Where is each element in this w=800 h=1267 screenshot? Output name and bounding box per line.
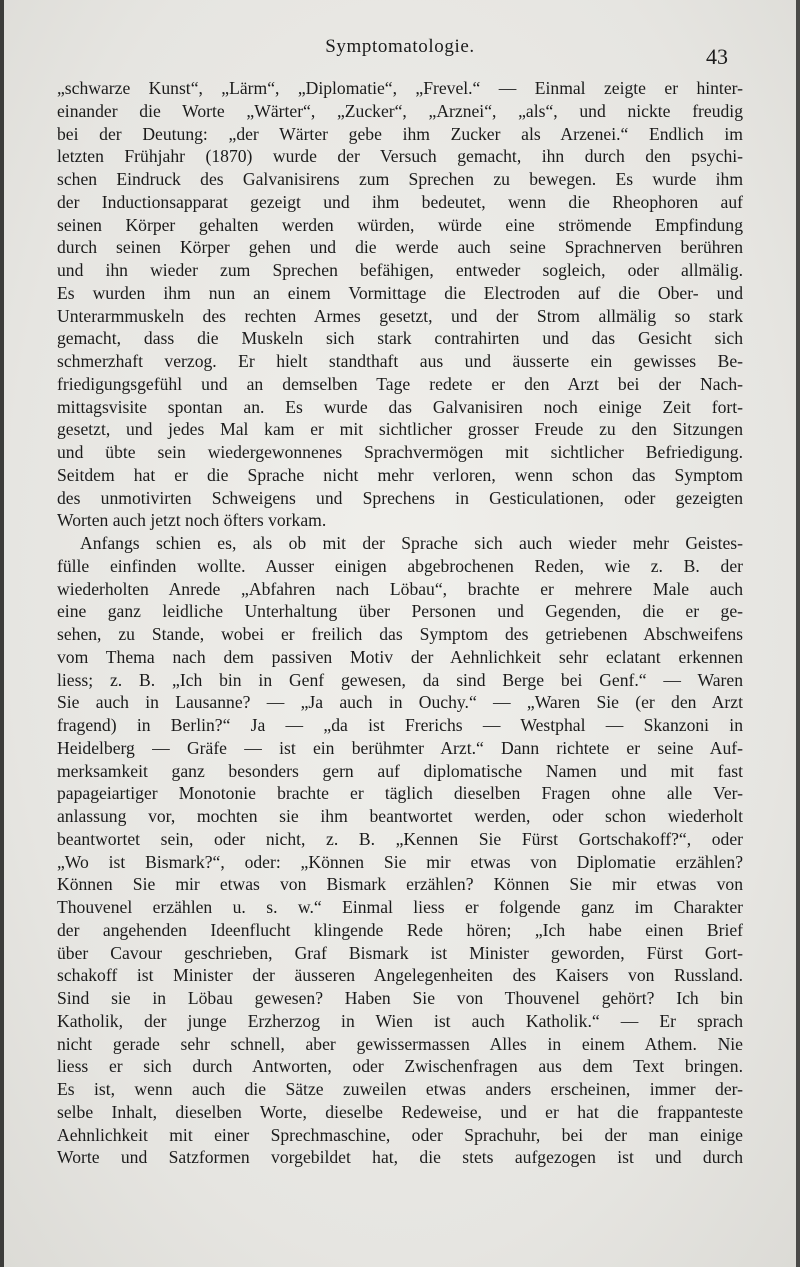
running-head — [4, 36, 796, 69]
text-body — [57, 77, 743, 1169]
text-line: „schwarze Kunst“, „Lärm“, „Diplomatie“, „Frevel.“ — Einmal zeigte er hinter- — [57, 78, 743, 98]
text-line: liess; z. B. „Ich bin in Genf gewesen, da sind Berge bei Genf.“ — Waren — [57, 669, 743, 690]
text-line: nicht gerade sehr schnell, aber gewissermassen Alles in einem Athem. Nie — [57, 1033, 743, 1054]
text-line: liess er sich durch Antworten, oder Zwischenfragen aus dem Text bringen. — [57, 1056, 743, 1077]
text-line: letzten Frühjahr (1870) wurde der Versuch gemacht, ihn durch den psychi- — [57, 146, 743, 167]
text-line: eine ganz leidliche Unterhaltung über Personen und Gegenden, die er ge- — [57, 601, 743, 622]
book-page — [4, 0, 796, 1267]
text-line: friedigungsgefühl und an demselben Tage redete er den Arzt bei der Nach- — [57, 373, 743, 394]
text-line: sehen, zu Stande, wobei er freilich das Symptom des getriebenen Abschweifens — [57, 624, 743, 644]
text-line: Unterarmmuskeln des rechten Armes gesetzt, und der Strom allmälig so stark — [57, 305, 743, 326]
text-line: Heidelberg — Gräfe — ist ein berühmter Arzt.“ Dann richtete er seine Auf- — [57, 737, 743, 758]
text-line: und übte sein wiedergewonnenes Sprachvermögen mit sichtlicher Befriedigung. — [57, 442, 743, 462]
paragraph-1 — [57, 77, 743, 532]
text-line: gesetzt, und jedes Mal kam er mit sichtlicher grosser Freude zu den Sitzungen — [57, 419, 743, 440]
text-line: einander die Worte „Wärter“, „Zucker“, „Arznei“, „als“, und nickte freudig — [57, 100, 743, 121]
paragraph-2 — [57, 532, 743, 1169]
text-line: vom Thema nach dem passiven Motiv der Aehnlichkeit sehr eclatant erkennen — [57, 646, 743, 667]
text-line: Worte und Satzformen vorgebildet hat, die stets aufgezogen ist und durch — [57, 1147, 743, 1168]
text-line: Können Sie mir etwas von Bismark erzählen? Können Sie mir etwas von — [57, 874, 743, 895]
text-line: papageiartiger Monotonie brachte er täglich dieselben Fragen ohne alle Ver- — [57, 783, 743, 804]
text-line: Worten auch jetzt noch öfters vorkam. — [57, 510, 327, 531]
text-line: „Wo ist Bismark?“, oder: „Können Sie mir etwas von Diplomatie erzählen? — [57, 851, 743, 872]
text-line: Seitdem hat er die Sprache nicht mehr verloren, wenn schon das Symptom — [57, 464, 743, 485]
text-line: fragend) in Berlin?“ Ja — „da ist Frerichs — Westphal — Skanzoni in — [57, 715, 743, 735]
text-line: mittagsvisite spontan an. Es wurde das Galvanisiren noch einige Zeit fort- — [57, 396, 743, 417]
text-line: der Inductionsapparat gezeigt und ihm bedeutet, wenn die Rheophoren auf — [57, 191, 743, 212]
text-line: Sind sie in Löbau gewesen? Haben Sie von Thouvenel gehört? Ich bin — [57, 988, 743, 1008]
text-line: Anfangs schien es, als ob mit der Sprache sich auch wieder mehr Geistes- — [80, 533, 743, 553]
text-line: Es wurden ihm nun an einem Vormittage die Electroden auf die Ober- und — [57, 282, 743, 303]
text-line: merksamkeit ganz besonders gern auf diplomatische Namen und mit fast — [57, 760, 743, 781]
text-line: Thouvenel erzählen u. s. w.“ Einmal liess er folgende ganz im Charakter — [57, 897, 743, 917]
text-line: schakoff ist Minister der äusseren Angelegenheiten des Kaisers von Russland. — [57, 965, 743, 986]
scan-edge-right — [796, 0, 800, 1267]
text-line: schmerzhaft verzog. Er hielt standthaft aus und äusserte ein gewisses Be- — [57, 351, 743, 371]
text-line: Sie auch in Lausanne? — „Ja auch in Ouchy.“ — „Waren Sie (er den Arzt — [57, 692, 743, 713]
text-line: bei der Deutung: „der Wärter gebe ihm Zucker als Arzenei.“ Endlich im — [57, 123, 743, 144]
running-title: Symptomatologie. — [325, 36, 475, 57]
text-line: wiederholten Anrede „Abfahren nach Löbau“, brachte er mehrere Male auch — [57, 578, 743, 599]
page-number: 43 — [706, 44, 728, 69]
text-line: des unmotivirten Schweigens und Sprechens in Gesticulationen, oder gezeigten — [57, 487, 743, 508]
text-line: selbe Inhalt, dieselben Worte, dieselbe Redeweise, und er hat die frappanteste — [57, 1101, 743, 1122]
text-line: seinen Körper gehalten werden würden, würde eine strömende Empfindung — [57, 214, 743, 235]
text-line: über Cavour geschrieben, Graf Bismark ist Minister geworden, Fürst Gort- — [57, 942, 743, 963]
text-line: fülle einfinden wollte. Ausser einigen abgebrochenen Reden, wie z. B. der — [57, 555, 743, 576]
text-line: anlassung vor, mochten sie ihm beantwortet werden, oder schon wiederholt — [57, 806, 743, 826]
text-line: der angehenden Ideenflucht klingende Rede hören; „Ich habe einen Brief — [57, 919, 743, 940]
text-line: Aehnlichkeit mit einer Sprechmaschine, oder Sprachuhr, bei der man einige — [57, 1124, 743, 1145]
text-line: und ihn wieder zum Sprechen befähigen, entweder sogleich, oder allmälig. — [57, 260, 743, 280]
text-line: Es ist, wenn auch die Sätze zuweilen etwas anders erscheinen, immer der- — [57, 1079, 743, 1099]
text-line: beantwortet sein, oder nicht, z. B. „Kennen Sie Fürst Gortschakoff?“, oder — [57, 828, 743, 849]
text-line: gemacht, dass die Muskeln sich stark contrahirten und das Gesicht sich — [57, 328, 743, 349]
text-line: durch seinen Körper gehen und die werde auch seine Sprachnerven berühren — [57, 237, 743, 258]
text-line: Katholik, der junge Erzherzog in Wien ist auch Katholik.“ — Er sprach — [57, 1010, 743, 1031]
text-line: schen Eindruck des Galvanisirens zum Sprechen zu bewegen. Es wurde ihm — [57, 169, 743, 189]
